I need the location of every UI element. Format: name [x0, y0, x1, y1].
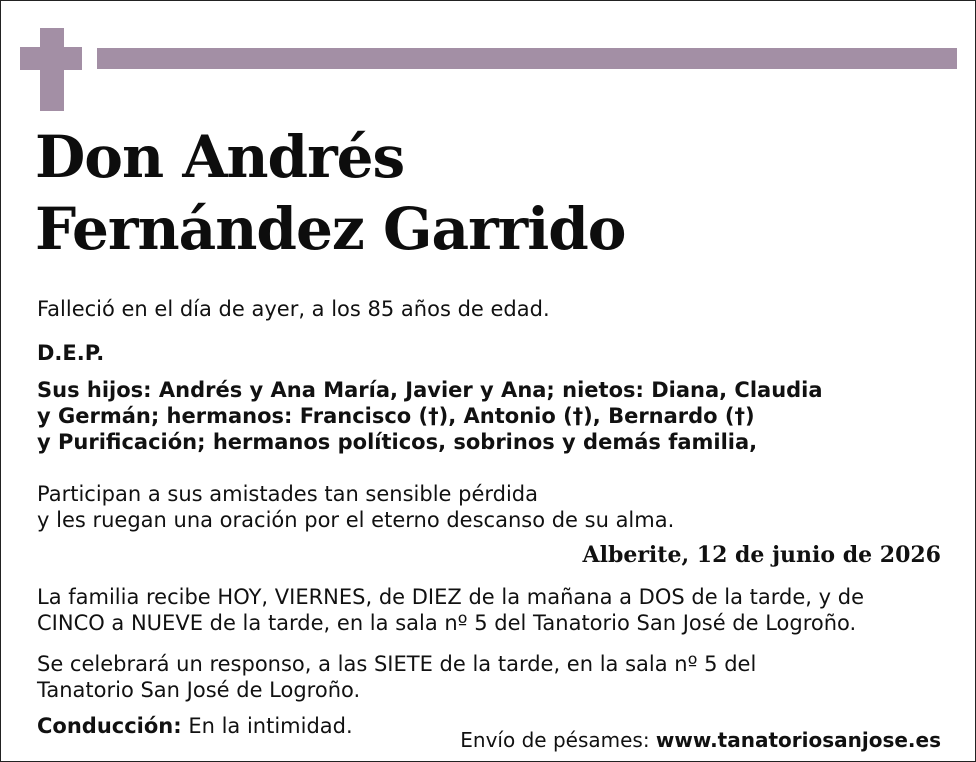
- rip-text: D.E.P.: [37, 341, 105, 365]
- family-list: [37, 377, 823, 455]
- condolences-link[interactable]: www.tanatoriosanjose.es: [655, 728, 941, 752]
- deceased-name-line-2: Fernández Garrido: [35, 195, 626, 263]
- death-notice: Falleció en el día de ayer, a los 85 años de edad.: [37, 297, 550, 321]
- visitation-line-2: CINCO a NUEVE de la tarde, en la sala nº 5 del Tanatorio San José de Logroño.: [37, 611, 857, 635]
- request-text: [37, 481, 674, 533]
- request-line-1: Participan a sus amistades tan sensible pérdida: [37, 482, 539, 506]
- place-date: Alberite, 12 de junio de 2026: [582, 542, 941, 568]
- service-line-2: Tanatorio San José de Logroño.: [37, 678, 361, 702]
- procession-value: En la intimidad.: [181, 714, 353, 738]
- condolences-label: Envío de pésames:: [460, 728, 656, 752]
- visitation-line-1: La familia recibe HOY, VIERNES, de DIEZ de la mañana a DOS de la tarde, y de: [37, 585, 864, 609]
- procession-info: [37, 713, 353, 739]
- procession-label: Conducción:: [37, 714, 182, 738]
- header-bar: [97, 48, 957, 69]
- service-line-1: Se celebrará un responso, a las SIETE de la tarde, en la sala nº 5 del: [37, 652, 757, 676]
- deceased-name: [35, 121, 625, 265]
- visitation-info: [37, 584, 864, 636]
- family-line-2: y Germán; hermanos: Francisco (†), Antonio (†), Bernardo (†): [37, 404, 755, 428]
- cross-horizontal-beam: [20, 47, 82, 70]
- family-line-3: y Purificación; hermanos políticos, sobrinos y demás familia,: [37, 430, 758, 454]
- request-line-2: y les ruegan una oración por el eterno descanso de su alma.: [37, 508, 675, 532]
- family-line-1: Sus hijos: Andrés y Ana María, Javier y Ana; nietos: Diana, Claudia: [37, 378, 823, 402]
- condolences-footer: [460, 727, 941, 753]
- service-info: [37, 651, 756, 703]
- deceased-name-line-1: Don Andrés: [35, 123, 405, 191]
